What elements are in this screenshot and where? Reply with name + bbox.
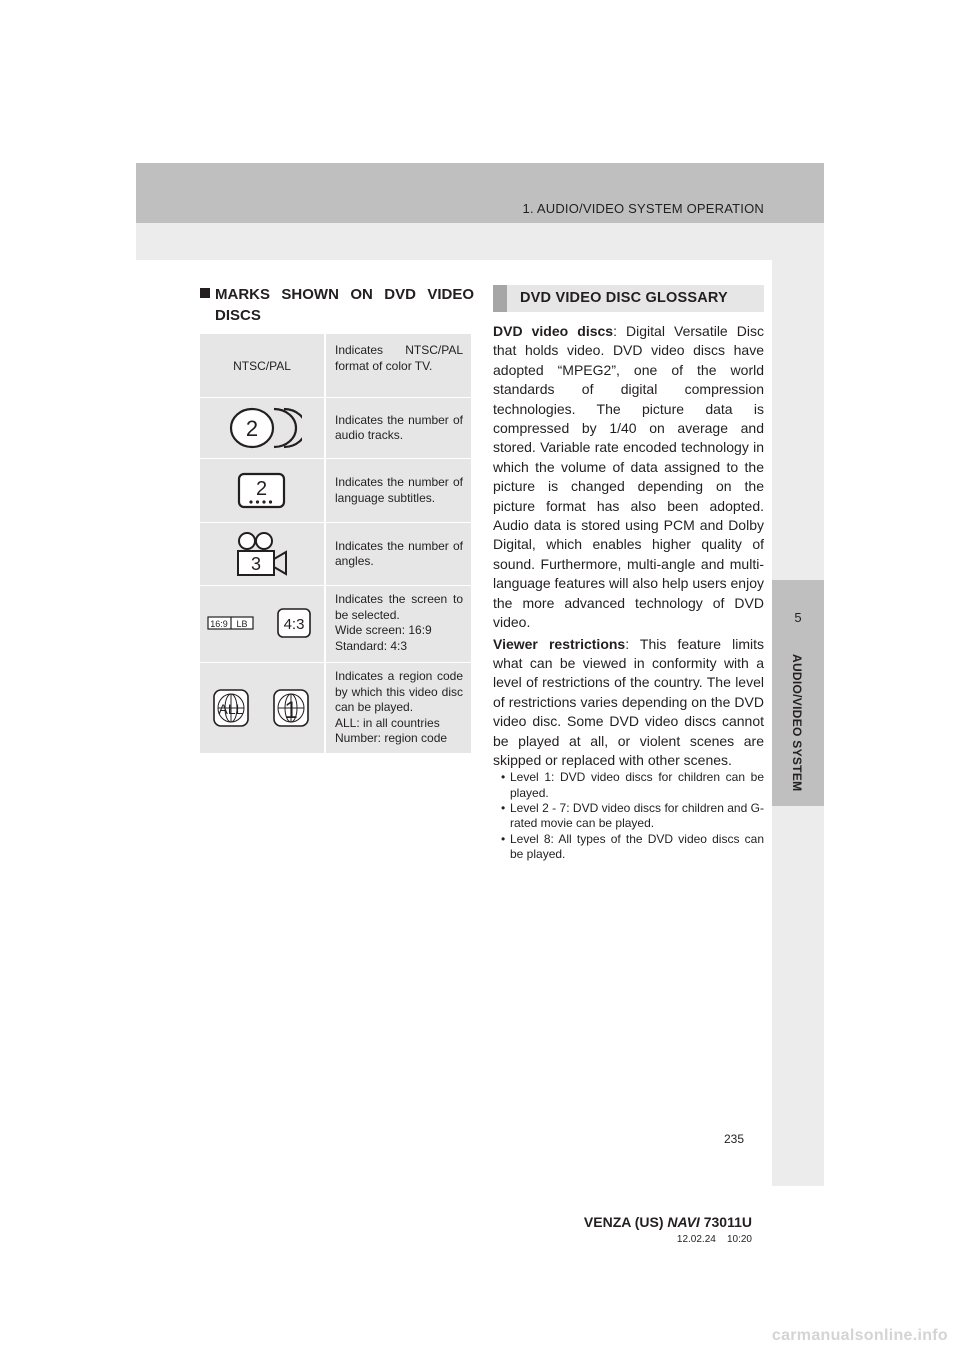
model-code: 73011U [703,1214,752,1230]
subtitles-icon [236,471,288,511]
lb-label: LB [236,619,248,629]
angles-icon [234,531,290,577]
marks-heading [200,284,474,326]
table-row [200,398,471,459]
marks-heading-line2: DISCS [215,307,261,324]
description-cell [326,663,471,753]
description-cell: Indicates NTSC/PAL format of color TV. [335,343,463,373]
description-text: Indicates the number of audio tracks. [335,412,463,442]
glossary-heading [493,285,764,312]
dvd-text: : Digital Versatile Disc that holds video. DVD video discs have adopted “MPEG2”, one of the world standards of digital compression technologies. The picture data is compressed by 1/40 on average and stored. Variable rate encoded technology in which the volume of data assigned to the picture is changed depending on the picture format has also been adopted. Audio data is stored using PCM and Dolby Digital, which enables higher quality of sound. Furthermore, multi-angle and multi-language features will also help users enjoy the more advanced technology of DVD video. [493,323,765,631]
header-subbar [136,223,824,260]
table-row [200,586,471,663]
viewer-definition [493,635,764,771]
table-row [200,663,471,754]
chapter-title: AUDIO/VIDEO SYSTEM [790,654,804,792]
dvd-term: DVD video discs [493,323,614,339]
description-line: Indicates the screen to be selected. [335,592,463,622]
marks-table [200,334,471,754]
ntsc-pal-symbol: NTSC/PAL [233,358,291,373]
viewer-text: : This feature limits what can be viewed in conformity with a level of restrictions of the country. The level of restrictions varies depending on the DVD video disc. Some DVD video discs cannot be played at all, or violent scenes are skipped or replaced with other scenes. [493,635,764,768]
subtitles-digit: 2 [255,477,268,500]
section-header: 1. AUDIO/VIDEO SYSTEM OPERATION [522,201,764,216]
symbol-cell [200,586,326,662]
description-line: Standard: 4:3 [335,638,408,653]
list-item: • Level 2 - 7: DVD video discs for children and G-rated movie can be played. [493,801,764,832]
list-item: • Level 1: DVD video discs for children can be played. [493,770,764,801]
description-cell [326,523,471,585]
watermark[interactable]: carmanualsonline.info [771,1327,948,1344]
glossary-title: DVD VIDEO DISC GLOSSARY [520,290,728,306]
marks-heading-line1: MARKS SHOWN ON DVD VIDEO [215,286,474,303]
chapter-number: 5 [794,610,802,625]
description-cell [326,398,471,458]
model-prefix: VENZA (US) [583,1214,664,1230]
description-text: Indicates the number of angles. [335,538,463,568]
description-line: Wide screen: 16:9 [335,623,432,637]
description-text: Indicates the number of language subtitles. [335,475,463,505]
description-line: Number: region code [335,731,448,745]
square-bullet-icon [200,288,210,298]
restriction-levels [493,770,764,862]
table-row [200,459,471,523]
time-value: 10:20 [726,1234,752,1245]
table-row [200,523,471,586]
glossary-body [493,322,764,862]
list-item: • Level 8: All types of the DVD video discs can be played. [493,832,764,863]
audio-tracks-icon [222,406,302,450]
region-all-label: ALL [218,701,244,717]
description-line: Indicates a region code by which this video disc can be played. [335,669,463,714]
viewer-term: Viewer restrictions [493,635,626,652]
angles-digit: 3 [250,554,262,574]
navi-label: NAVI [667,1214,700,1230]
dvd-definition [493,322,764,633]
symbol-cell [200,459,326,522]
region-code-icon [212,686,312,730]
symbol-cell [200,334,326,397]
symbol-cell [200,523,326,585]
page-number: 235 [724,1132,745,1146]
audio-tracks-digit: 2 [245,416,259,441]
header-bar [136,163,824,223]
standard-ratio-label: 4:3 [283,616,305,633]
wide-ratio-label: 16:9 [210,619,228,629]
side-tab-spacer [772,806,824,1186]
side-tab-spacer [772,260,824,580]
region-number-label: 1 [284,697,298,724]
print-date [677,1234,752,1245]
description-line: ALL: in all countries [335,715,440,730]
symbol-cell [200,663,326,753]
model-line [584,1214,752,1230]
description-cell [326,586,471,662]
heading-marker [493,285,507,312]
screen-ratio-icon [206,604,318,644]
date-value: 12.02.24 [676,1234,716,1245]
symbol-cell [200,398,326,458]
table-row [200,334,471,398]
description-cell [326,459,471,522]
